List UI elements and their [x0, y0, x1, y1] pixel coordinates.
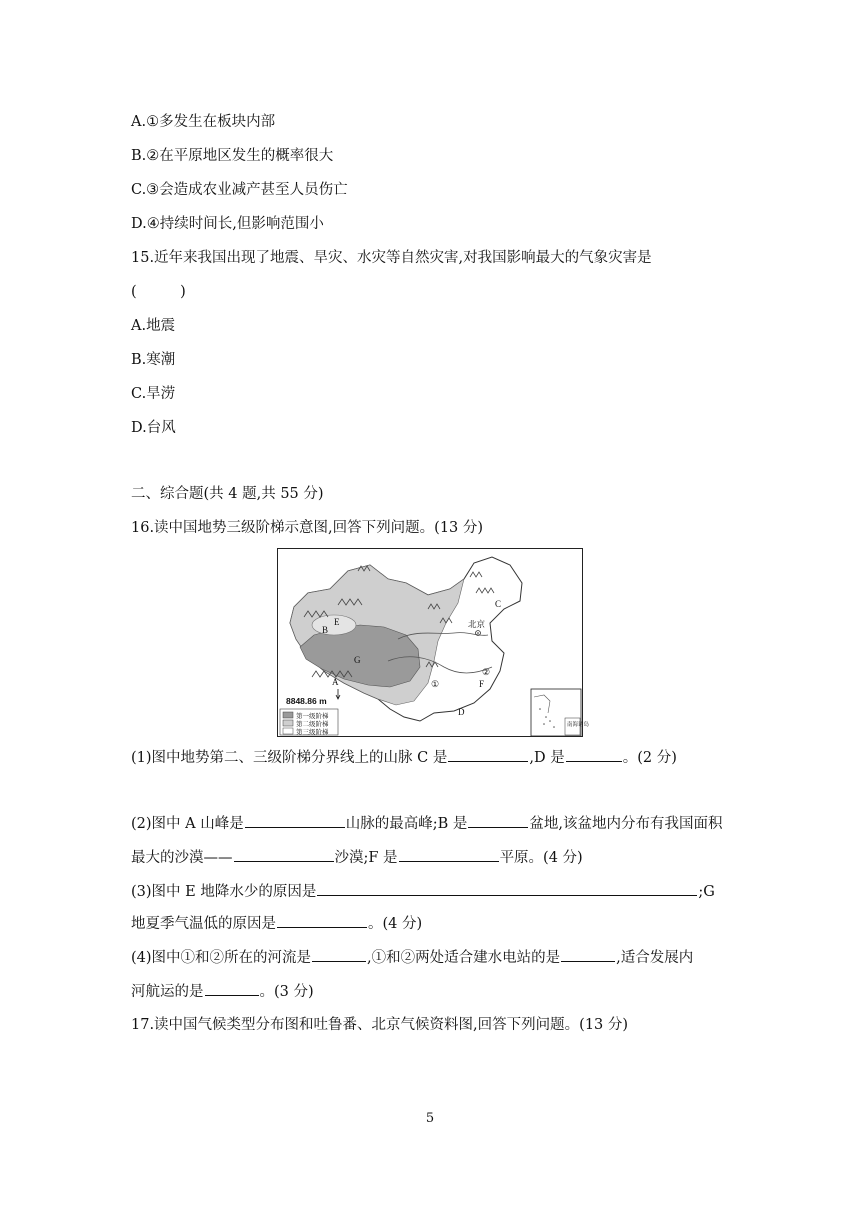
inset-label: 南海诸岛 — [567, 722, 590, 728]
label-d: D — [458, 707, 465, 717]
answer-blank[interactable] — [277, 913, 367, 928]
q16-part4-text-a: (4)图中①和②所在的河流是 — [131, 950, 312, 966]
answer-blank[interactable] — [317, 881, 697, 896]
q16-part3 — [131, 881, 715, 902]
q14-option-a: A.①多发生在板块内部 — [131, 114, 276, 130]
legend-step2: 第二级阶梯 — [296, 721, 329, 728]
answer-blank[interactable] — [566, 747, 622, 762]
q16-part1 — [131, 747, 677, 768]
answer-blank[interactable] — [234, 847, 334, 862]
label-circle1: ① — [431, 679, 440, 689]
q15-option-c: C.旱涝 — [131, 386, 176, 402]
q16-part1-text-a: (1)图中地势第二、三级阶梯分界线上的山脉 C 是 — [131, 750, 448, 766]
q16-part3-text-b: ;G — [698, 884, 715, 900]
q17-stem: 17.读中国气候类型分布图和吐鲁番、北京气候资料图,回答下列问题。(13 分) — [131, 1017, 629, 1033]
q16-part2-cont — [131, 847, 583, 868]
page-number: 5 — [425, 1111, 435, 1126]
q16-part3-cont — [131, 913, 422, 934]
q16-part2-cont-text-c: 平原。(4 分) — [499, 850, 583, 866]
q16-part3-cont-text-b: 。(4 分) — [368, 916, 423, 932]
answer-blank[interactable] — [245, 813, 345, 828]
answer-blank[interactable] — [561, 947, 615, 962]
q16-part4-cont-text-a: 河航运的是 — [131, 984, 204, 1000]
label-peak-height: 8848.86 m — [286, 696, 327, 706]
q16-part4 — [131, 947, 693, 968]
legend-step3: 第三级阶梯 — [296, 729, 329, 736]
q16-part4-text-c: ,适合发展内 — [616, 950, 694, 966]
q16-part2-text-a: (2)图中 A 山峰是 — [131, 816, 244, 832]
label-beijing: 北京 — [468, 619, 486, 629]
china-terrain-map — [278, 549, 590, 736]
q16-part2-text-c: 盆地,该盆地内分布有我国面积 — [529, 816, 723, 832]
answer-blank[interactable] — [468, 813, 528, 828]
south-sea-inset — [531, 689, 590, 736]
q14-option-b: B.②在平原地区发生的概率很大 — [131, 148, 334, 164]
legend-step1: 第一级阶梯 — [296, 713, 329, 720]
label-a: A — [332, 677, 339, 687]
q16-part1-text-c: 。(2 分) — [622, 750, 677, 766]
label-circle2: ② — [482, 667, 491, 677]
q14-option-c: C.③会造成农业减产甚至人员伤亡 — [131, 182, 348, 198]
answer-blank[interactable] — [312, 947, 366, 962]
q15-stem: 15.近年来我国出现了地震、旱灾、水灾等自然灾害,对我国影响最大的气象灾害是 — [131, 250, 652, 266]
answer-blank[interactable] — [448, 747, 528, 762]
q16-part4-text-b: ,①和②两处适合建水电站的是 — [367, 950, 561, 966]
q15-answer-bracket: ( ) — [131, 284, 186, 300]
label-c: C — [495, 599, 502, 609]
q16-part3-text-a: (3)图中 E 地降水少的原因是 — [131, 884, 317, 900]
q16-part2 — [131, 813, 723, 834]
section-heading: 二、综合题(共 4 题,共 55 分) — [131, 486, 324, 502]
q14-option-d: D.④持续时间长,但影响范围小 — [131, 216, 324, 232]
q16-part4-cont — [131, 981, 314, 1002]
label-b: B — [322, 625, 329, 635]
q16-part4-cont-text-b: 。(3 分) — [259, 984, 314, 1000]
answer-blank[interactable] — [205, 981, 259, 996]
label-g: G — [354, 655, 361, 665]
q16-part2-text-b: 山脉的最高峰;B 是 — [345, 816, 468, 832]
q16-stem: 16.读中国地势三级阶梯示意图,回答下列问题。(13 分) — [131, 520, 484, 536]
q15-option-a: A.地震 — [131, 318, 176, 334]
q15-option-d: D.台风 — [131, 420, 176, 436]
terrain-map-figure — [277, 548, 590, 737]
q15-option-b: B.寒潮 — [131, 352, 176, 368]
q16-part2-cont-text-a: 最大的沙漠—— — [131, 850, 233, 866]
q16-part3-cont-text-a: 地夏季气温低的原因是 — [131, 916, 276, 932]
q16-part2-cont-text-b: 沙漠;F 是 — [334, 850, 398, 866]
q16-part1-text-b: ,D 是 — [529, 750, 565, 766]
answer-blank[interactable] — [399, 847, 499, 862]
label-f: F — [479, 679, 485, 689]
label-e: E — [334, 617, 340, 627]
map-legend — [280, 709, 338, 736]
